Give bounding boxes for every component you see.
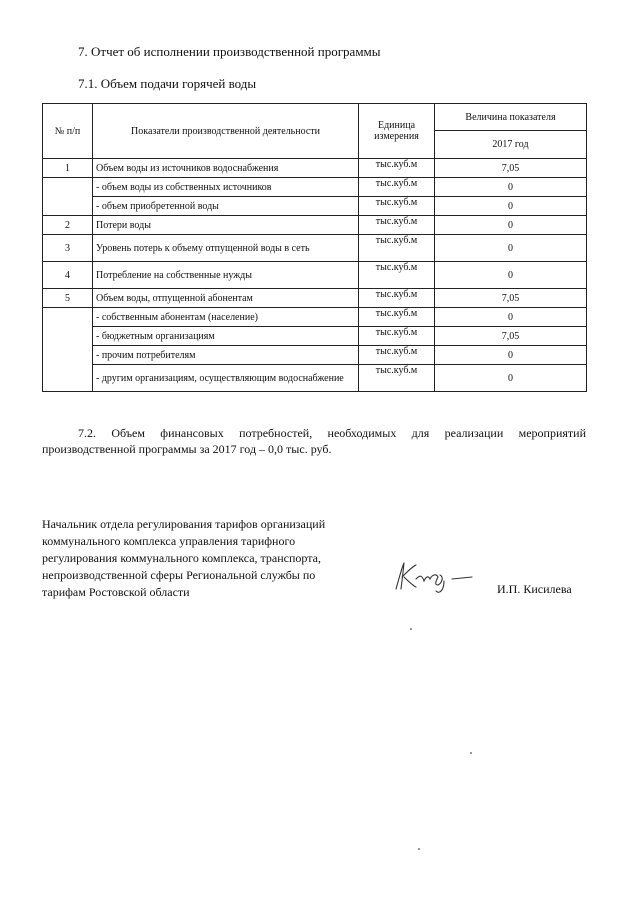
- row-value: 0: [435, 197, 587, 216]
- scan-dot: [470, 752, 472, 754]
- row-name: Потери воды: [93, 216, 359, 235]
- handwritten-signature: [390, 555, 480, 595]
- table-row: [43, 262, 587, 289]
- row-unit: тыс.куб.м: [359, 197, 435, 216]
- row-value: 0: [435, 235, 587, 262]
- signatory-line: регулирования коммунального комплекса, транспорта,: [42, 551, 321, 565]
- row-value: 7,05: [435, 327, 587, 346]
- row-unit: тыс.куб.м: [359, 308, 435, 327]
- row-value: 0: [435, 346, 587, 365]
- table-row: [43, 197, 587, 216]
- row-name: - прочим потребителям: [93, 346, 359, 365]
- row-value: 0: [435, 365, 587, 392]
- signatory-line: коммунального комплекса управления тарифного: [42, 534, 296, 548]
- header-num: № п/п: [43, 104, 93, 159]
- scan-dot: [418, 848, 420, 850]
- row-num: [43, 308, 93, 392]
- row-num: 3: [43, 235, 93, 262]
- signatory-name: И.П. Кисилева: [497, 582, 572, 596]
- row-value: 0: [435, 308, 587, 327]
- table-row: [43, 235, 587, 262]
- row-name: - объем приобретенной воды: [93, 197, 359, 216]
- header-indicator: Показатели производственной деятельности: [93, 104, 359, 159]
- row-unit: тыс.куб.м: [359, 365, 435, 392]
- row-name: - объем воды из собственных источников: [93, 178, 359, 197]
- row-unit: тыс.куб.м: [359, 178, 435, 197]
- hot-water-supply-table: [42, 103, 587, 392]
- section-heading: 7. Отчет об исполнении производственной программы: [78, 44, 381, 59]
- table-row: [43, 178, 587, 197]
- table-row: [43, 365, 587, 392]
- row-value: 0: [435, 262, 587, 289]
- row-unit: тыс.куб.м: [359, 159, 435, 178]
- header-unit: Единица измерения: [359, 104, 435, 159]
- row-value: 7,05: [435, 289, 587, 308]
- row-num: 2: [43, 216, 93, 235]
- row-unit: тыс.куб.м: [359, 289, 435, 308]
- table-row: [43, 327, 587, 346]
- table-row: [43, 289, 587, 308]
- table-row: [43, 346, 587, 365]
- row-value: 0: [435, 178, 587, 197]
- row-num: 4: [43, 262, 93, 289]
- row-name: - другим организациям, осуществляющим водоснабжение: [93, 365, 359, 392]
- row-value: 7,05: [435, 159, 587, 178]
- table-row: [43, 159, 587, 178]
- scan-dot: [410, 628, 412, 630]
- row-name: Объем воды из источников водоснабжения: [93, 159, 359, 178]
- row-unit: тыс.куб.м: [359, 262, 435, 289]
- row-name: Объем воды, отпущенной абонентам: [93, 289, 359, 308]
- row-name: Потребление на собственные нужды: [93, 262, 359, 289]
- table-row: [43, 308, 587, 327]
- signatory-line: непроизводственной сферы Региональной службы по: [42, 568, 316, 582]
- row-num: 1: [43, 159, 93, 178]
- row-num: [43, 178, 93, 216]
- row-name: Уровень потерь к объему отпущенной воды в сеть: [93, 235, 359, 262]
- row-num: 5: [43, 289, 93, 308]
- header-year: 2017 год: [435, 131, 587, 159]
- header-value: Величина показателя: [435, 104, 587, 131]
- financial-needs-paragraph: 7.2. Объем финансовых потребностей, необходимых для реализации мероприятий производственной программы за 2017 год – 0,0 тыс. руб.: [42, 426, 586, 456]
- subsection-heading: 7.1. Объем подачи горячей воды: [78, 76, 257, 91]
- row-value: 0: [435, 216, 587, 235]
- row-unit: тыс.куб.м: [359, 216, 435, 235]
- table-row: [43, 216, 587, 235]
- row-name: - бюджетным организациям: [93, 327, 359, 346]
- row-unit: тыс.куб.м: [359, 327, 435, 346]
- signatory-block: [42, 516, 372, 601]
- row-unit: тыс.куб.м: [359, 235, 435, 262]
- signatory-line: тарифам Ростовской области: [42, 585, 190, 599]
- row-unit: тыс.куб.м: [359, 346, 435, 365]
- signatory-line: Начальник отдела регулирования тарифов организаций: [42, 517, 326, 531]
- row-name: - собственным абонентам (население): [93, 308, 359, 327]
